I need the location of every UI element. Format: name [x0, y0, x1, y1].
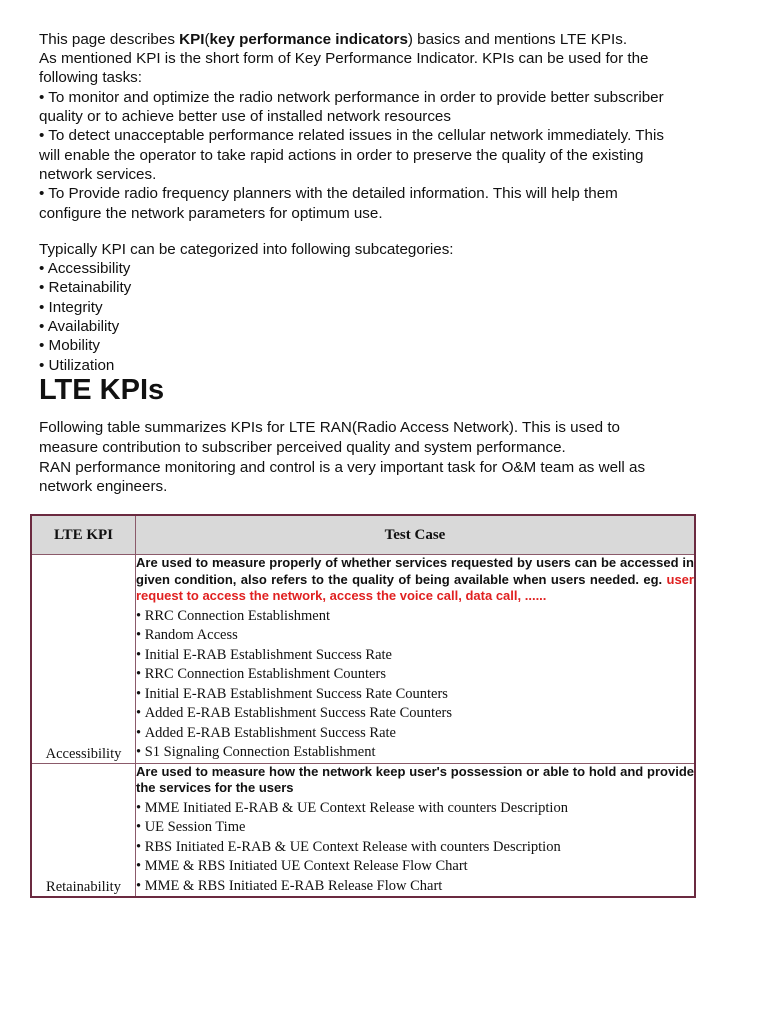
kpi-name-cell: Accessibility	[31, 555, 136, 764]
intro-paren: (	[204, 31, 210, 48]
subcategory-item: • Accessibility	[39, 260, 131, 277]
column-header-kpi: LTE KPI	[31, 515, 136, 555]
summary-line: network engineers.	[39, 478, 168, 495]
intro-line: will enable the operator to take rapid actions in order to preserve the quality of the existing	[39, 147, 644, 164]
intro-line: • To detect unacceptable performance related issues in the cellular network immediately. This	[39, 127, 664, 144]
subcategory-item: • Retainability	[39, 279, 132, 296]
kpi-description	[136, 555, 694, 605]
intro-line: • To Provide radio frequency planners with the detailed information. This will help them	[39, 185, 618, 202]
test-case-item: • Initial E-RAB Establishment Success Rate	[136, 646, 694, 666]
test-case-cell	[136, 763, 696, 897]
column-header-test-case: Test Case	[136, 515, 696, 555]
test-case-cell	[136, 555, 696, 764]
test-case-item: • RBS Initiated E-RAB & UE Context Release with counters Description	[136, 838, 694, 858]
intro-text: This page describes	[39, 31, 180, 48]
kpi-name-cell: Retainability	[31, 763, 136, 897]
test-case-item: • MME Initiated E-RAB & UE Context Release with counters Description	[136, 799, 694, 819]
test-case-item: • Random Access	[136, 626, 694, 646]
intro-line: quality or to achieve better use of installed network resources	[39, 108, 451, 125]
subcategory-item: • Utilization	[39, 357, 115, 374]
kpi-description: Are used to measure how the network keep user's possession or able to hold and provide the services for the users	[136, 763, 694, 795]
intro-line: • To monitor and optimize the radio network performance in order to provide better subscriber	[39, 89, 664, 106]
kpi-link[interactable]: KPI	[179, 31, 205, 48]
table-header-row	[31, 515, 695, 555]
subcategory-item: • Mobility	[39, 337, 101, 354]
intro-text-end: ) basics and mentions LTE KPIs.	[407, 31, 628, 48]
description-text: Are used to measure properly of whether services requested by users can be accessed in given condition, also refers to the quality of being available when users needed. eg.	[136, 555, 694, 587]
intro-line: As mentioned KPI is the short form of Key Performance Indicator. KPIs can be used for the	[39, 50, 649, 67]
table-row-retainability	[31, 763, 695, 897]
subcategory-item: • Integrity	[39, 299, 103, 316]
test-case-item: • Initial E-RAB Establishment Success Rate Counters	[136, 685, 694, 705]
description-example: user request to access the network, access the voice call, data call, ......	[136, 571, 694, 603]
test-case-item: • UE Session Time	[136, 818, 694, 838]
intro-line: following tasks:	[39, 69, 142, 86]
intro-line-1	[39, 30, 627, 49]
test-case-list	[136, 799, 694, 897]
subcategory-item: • Availability	[39, 318, 120, 335]
test-case-list	[136, 607, 694, 763]
intro-line: network services.	[39, 166, 157, 183]
lte-kpi-table	[30, 514, 696, 898]
test-case-item: • RRC Connection Establishment Counters	[136, 665, 694, 685]
kpi-full-term: key performance indicators	[209, 31, 408, 48]
table-row-accessibility	[31, 555, 695, 764]
intro-line: configure the network parameters for optimum use.	[39, 205, 383, 222]
test-case-item: • Added E-RAB Establishment Success Rate Counters	[136, 704, 694, 724]
summary-line: Following table summarizes KPIs for LTE RAN(Radio Access Network). This is used to	[39, 419, 620, 436]
section-title: LTE KPIs	[39, 374, 165, 406]
subcategories-intro: Typically KPI can be categorized into following subcategories:	[39, 241, 454, 258]
summary-line: RAN performance monitoring and control is a very important task for O&M team as well as	[39, 459, 646, 476]
test-case-item: • MME & RBS Initiated E-RAB Release Flow Chart	[136, 877, 694, 897]
test-case-item: • S1 Signaling Connection Establishment	[136, 743, 694, 763]
summary-line: measure contribution to subscriber perceived quality and system performance.	[39, 439, 566, 456]
test-case-item: • MME & RBS Initiated UE Context Release Flow Chart	[136, 857, 694, 877]
test-case-item: • Added E-RAB Establishment Success Rate	[136, 724, 694, 744]
test-case-item: • RRC Connection Establishment	[136, 607, 694, 627]
